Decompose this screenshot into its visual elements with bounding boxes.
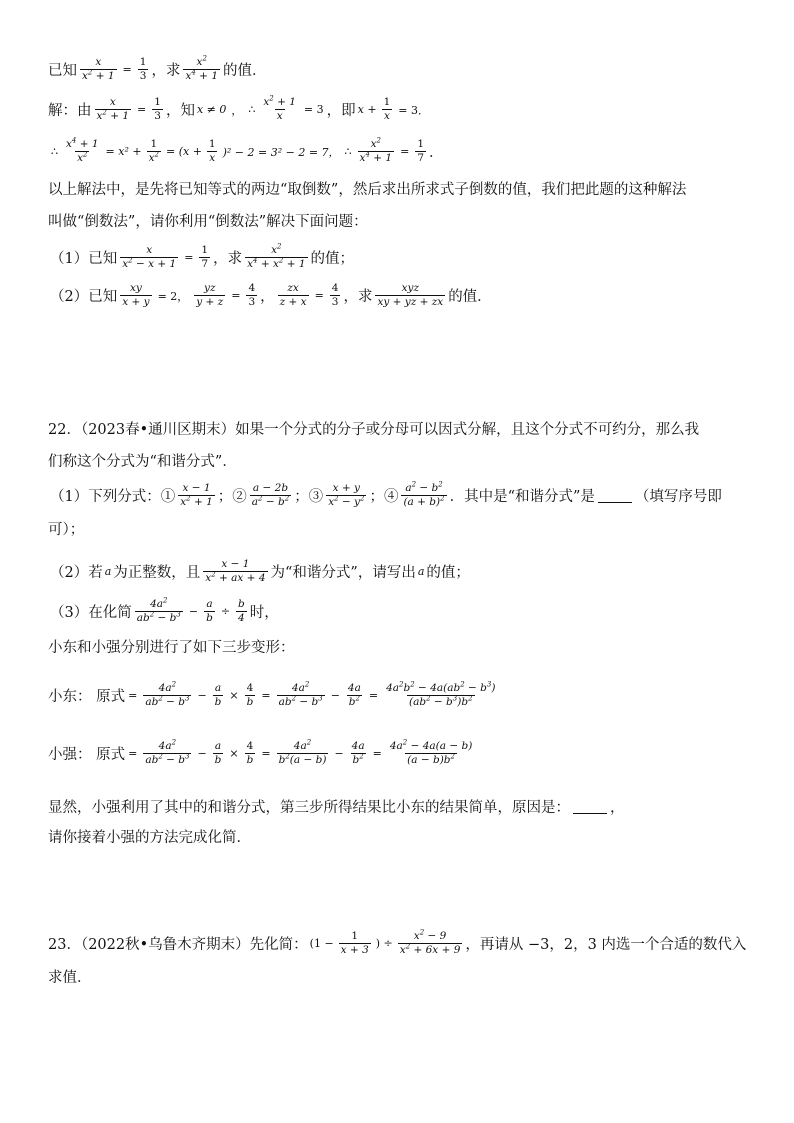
fraction: $\frac{x - 1}{x^2 + 1}$ xyxy=(180,482,213,509)
text: （1）已知 xyxy=(50,251,118,268)
text: ， xyxy=(260,289,275,306)
answer-blank[interactable] xyxy=(598,488,632,503)
therefore-symbol: ∴ xyxy=(248,103,256,117)
fraction: $\frac{x}{x^2 + 1}$ xyxy=(82,56,115,83)
fraction: $\frac{a^2 - b^2}{(a + b)^2}$ xyxy=(403,480,445,509)
fraction: $\frac{4a^2b^2 - 4a(ab^2 - b^3)}{(ab^2 - b^3)b^2}$ xyxy=(386,680,496,709)
intro-para-1: 以上解法中，是先将已知等式的两边“取倒数”，然后求出所求式子倒数的值，我们把此题的这种解法 xyxy=(48,182,687,198)
text: ，即 xyxy=(326,103,356,120)
text: （3）在化简 xyxy=(50,605,132,622)
text: ，求 xyxy=(213,251,243,268)
q22-xiaodong: 小东： 原式 = $\frac{4a^2}{ab^2 - b^3}$ − $\frac{a}{b}$ × $\frac{4}{b}$ = $\frac{4a^2}{ab^2 - b^3}$ − $\frac{4a}{b^2}$ = $\frac{4a^2b^2 - 4a(ab^2 - b^3)}{(ab^2 - b^3)b^2}$ xyxy=(48,680,496,709)
fraction: $\frac{x^2}{x^4 + x^2 + 1}$ xyxy=(247,242,306,271)
answer-blank[interactable] xyxy=(573,799,607,814)
fraction: $\frac{1}{3}$ xyxy=(154,96,161,123)
math: = 3 xyxy=(303,103,324,117)
fraction: $\frac{4}{3}$ xyxy=(248,282,256,309)
fraction: $\frac{x - 1}{x^2 + ax + 4}$ xyxy=(205,558,266,585)
q22-part-3: （3）在化简 $\frac{4a^2}{ab^2 - b^3}$ − $\frac{a}{b}$ ÷ $\frac{b}{4}$ 时， xyxy=(50,596,279,625)
text: （2）已知 xyxy=(50,289,118,306)
fraction: $\frac{1}{7}$ xyxy=(201,244,209,271)
fraction: $\frac{yz}{y + z}$ xyxy=(196,282,224,309)
math: = xyxy=(314,289,324,303)
fraction: $\frac{1}{3}$ xyxy=(139,56,147,83)
math: x ≠ 0 xyxy=(196,103,227,117)
fraction: $\frac{a}{b}$ xyxy=(214,682,222,709)
fraction: $\frac{4}{b}$ xyxy=(246,682,254,709)
fraction: $\frac{zx}{z + x}$ xyxy=(279,282,307,309)
q22-part-1 xyxy=(50,482,722,509)
math: x + xyxy=(357,103,377,117)
text: 解：由 xyxy=(48,103,92,120)
fraction: $\frac{4a^2}{ab^2 - b^3}$ xyxy=(136,596,181,625)
fraction: $\frac{4}{3}$ xyxy=(331,282,339,309)
fraction: $\frac{4a^2 - 4a(a - b)}{(a - b)b^2}$ xyxy=(389,738,473,767)
fraction: $\frac{\text{xyz}}{xy + yz + zx}$ xyxy=(377,282,444,309)
text: 为“和谐分式”，请写出 xyxy=(270,565,416,582)
fraction: $\frac{4a}{b^2}$ xyxy=(351,740,365,767)
q21-part-2 xyxy=(50,282,492,309)
intro-given: 已知 $\frac{x}{x^2 + 1}$ = $\frac{1}{3}$ ，求 $\frac{x^2}{x^4 + 1}$ 的值． xyxy=(48,54,267,83)
fraction: $\frac{x^2}{x^4 + 1}$ xyxy=(185,54,218,83)
q22-head-2: 们称这个分式为“和谐分式”． xyxy=(48,454,237,470)
fraction: $\frac{1}{x}$ xyxy=(383,96,391,123)
text: ；③ xyxy=(294,489,324,506)
text: 已知 xyxy=(48,63,77,80)
fraction: $\frac{x^4 + 1}{x^2}$ xyxy=(66,136,99,165)
math: = x² + xyxy=(105,145,142,159)
fraction: $\frac{x + y}{x^2 - y^2}$ xyxy=(328,482,365,509)
text: ；④ xyxy=(369,489,399,506)
fraction: $\frac{4a^2}{b^2(a - b)}$ xyxy=(278,738,327,767)
q22-part-2: （2）若 a 为正整数，且 $\frac{x - 1}{x^2 + ax + 4}$ 为“和谐分式”，请写出 a 的值； xyxy=(50,558,470,585)
q23-head: 23．（2022秋•乌鲁木齐期末）先化简： (1 − $\frac{1}{x + 3}$ ) ÷ $\frac{x^2 - 9}{x^2 + 6x + 9}$ ，再请从 −3，2，3 内选一个合适的数代入 xyxy=(48,928,747,957)
fraction: $\frac{x^2}{x^4 + 1}$ xyxy=(359,136,393,165)
text: 为正整数，且 xyxy=(113,565,201,582)
fraction: $\frac{4}{b}$ xyxy=(246,740,254,767)
text: ；② xyxy=(217,489,247,506)
fraction: $\frac{b}{4}$ xyxy=(238,598,245,625)
intro-solution-1: 解：由 $\frac{x}{x^2 + 1}$ = $\frac{1}{3}$ ，知 x ≠ 0 ， ∴ $\frac{x^2 + 1}{x}$ = 3 ，即 x + $\frac{1}{x}$ = 3． xyxy=(48,94,429,123)
fraction: $\frac{a}{b}$ xyxy=(214,740,222,767)
text: 的值； xyxy=(426,565,470,582)
fraction: $\frac{4a^2}{ab^2 - b^3}$ xyxy=(145,738,190,767)
q22-conclusion-2: 请你接着小强的方法完成化简． xyxy=(48,830,251,846)
text: 显然，小强利用了其中的和谐分式，第三步所得结果比小东的结果简单，原因是： xyxy=(48,800,570,816)
fraction: $\frac{x^2 - 9}{x^2 + 6x + 9}$ xyxy=(399,928,461,957)
text: ，求 xyxy=(151,63,181,80)
text: （2）若 xyxy=(50,565,103,582)
intro-para-2: 叫做“倒数法”，请你利用“倒数法”解决下面问题： xyxy=(48,214,368,230)
fraction: $\frac{1}{7}$ xyxy=(417,138,424,165)
fraction: $\frac{x}{x^2 + 1}$ xyxy=(96,96,130,123)
math: )² − 2 = 3² − 2 = 7， xyxy=(222,145,340,159)
therefore-symbol: ∴ xyxy=(51,145,58,159)
fraction: $\frac{4a^2}{ab^2 - b^3}$ xyxy=(278,680,323,709)
text: ，知 xyxy=(165,103,195,120)
q22-head: 22．（2023春•通川区期末）如果一个分式的分子或分母可以因式分解，且这个分式不可约分，那么我 xyxy=(48,422,700,438)
text: ，求 xyxy=(343,289,373,306)
fraction: $\frac{4a^2}{ab^2 - b^3}$ xyxy=(145,680,190,709)
text: ， xyxy=(610,800,625,816)
fraction: $\frac{1}{x + 3}$ xyxy=(340,930,369,957)
text: （1）下列分式：① xyxy=(50,489,176,506)
text: 小东： 原式 xyxy=(48,689,126,706)
text: 小强： 原式 xyxy=(48,747,126,764)
fraction: $\frac{a - 2b}{a^2 - b^2}$ xyxy=(251,482,290,509)
fraction: $\frac{a}{b}$ xyxy=(206,598,213,625)
text: 的值； xyxy=(310,251,355,268)
text: （填写序号即 xyxy=(634,489,722,506)
fraction: $\frac{1}{x^2}$ xyxy=(148,138,159,165)
text: 的值． xyxy=(448,289,492,306)
text: 时， xyxy=(249,605,279,622)
math: = xyxy=(231,289,241,303)
fraction: $\frac{xy}{x + y}$ xyxy=(122,282,150,309)
math: = 3． xyxy=(398,103,429,117)
intro-solution-2: ∴ $\frac{x^4 + 1}{x^2}$ = x² + $\frac{1}{x^2}$ = (x + $\frac{1}{x}$ )² − 2 = 3² − 2 = 7， ∴ $\frac{x^2}{x^4 + 1}$ = $\frac{1}{7}$ ． xyxy=(51,136,444,165)
q22-intro: 小东和小强分别进行了如下三步变形： xyxy=(48,640,295,656)
text: 23．（2022秋•乌鲁木齐期末）先化简： xyxy=(48,937,308,954)
text: ．其中是“和谐分式”是 xyxy=(449,489,595,506)
q22-part-1-cont: 可）； xyxy=(48,522,85,538)
q22-conclusion xyxy=(48,796,625,817)
q23-head-2: 求值． xyxy=(48,970,92,986)
fraction: $\frac{4a}{b^2}$ xyxy=(347,682,361,709)
fraction: $\frac{x}{x^2 - x + 1}$ xyxy=(122,244,177,271)
q22-xiaoqiang: 小强： 原式 = $\frac{4a^2}{ab^2 - b^3}$ − $\frac{a}{b}$ × $\frac{4}{b}$ = $\frac{4a^2}{b^2(a - b)}$ − $\frac{4a}{b^2}$ = $\frac{4a^2 - 4a(a - b)}{(a - b)b^2}$ xyxy=(48,738,473,767)
text: ． xyxy=(429,145,444,162)
text: ，再请从 −3，2，3 内选一个合适的数代入 xyxy=(465,937,747,954)
fraction: $\frac{1}{x}$ xyxy=(208,138,216,165)
text: 的值． xyxy=(223,63,267,80)
q21-part-1: （1）已知 $\frac{x}{x^2 - x + 1}$ = $\frac{1}{7}$ ，求 $\frac{x^2}{x^4 + x^2 + 1}$ 的值； xyxy=(50,242,355,271)
math: = (x + xyxy=(165,145,202,159)
fraction: $\frac{x^2 + 1}{x}$ xyxy=(263,94,296,123)
math: = 2， xyxy=(157,289,189,303)
therefore-symbol: ∴ xyxy=(344,145,352,159)
